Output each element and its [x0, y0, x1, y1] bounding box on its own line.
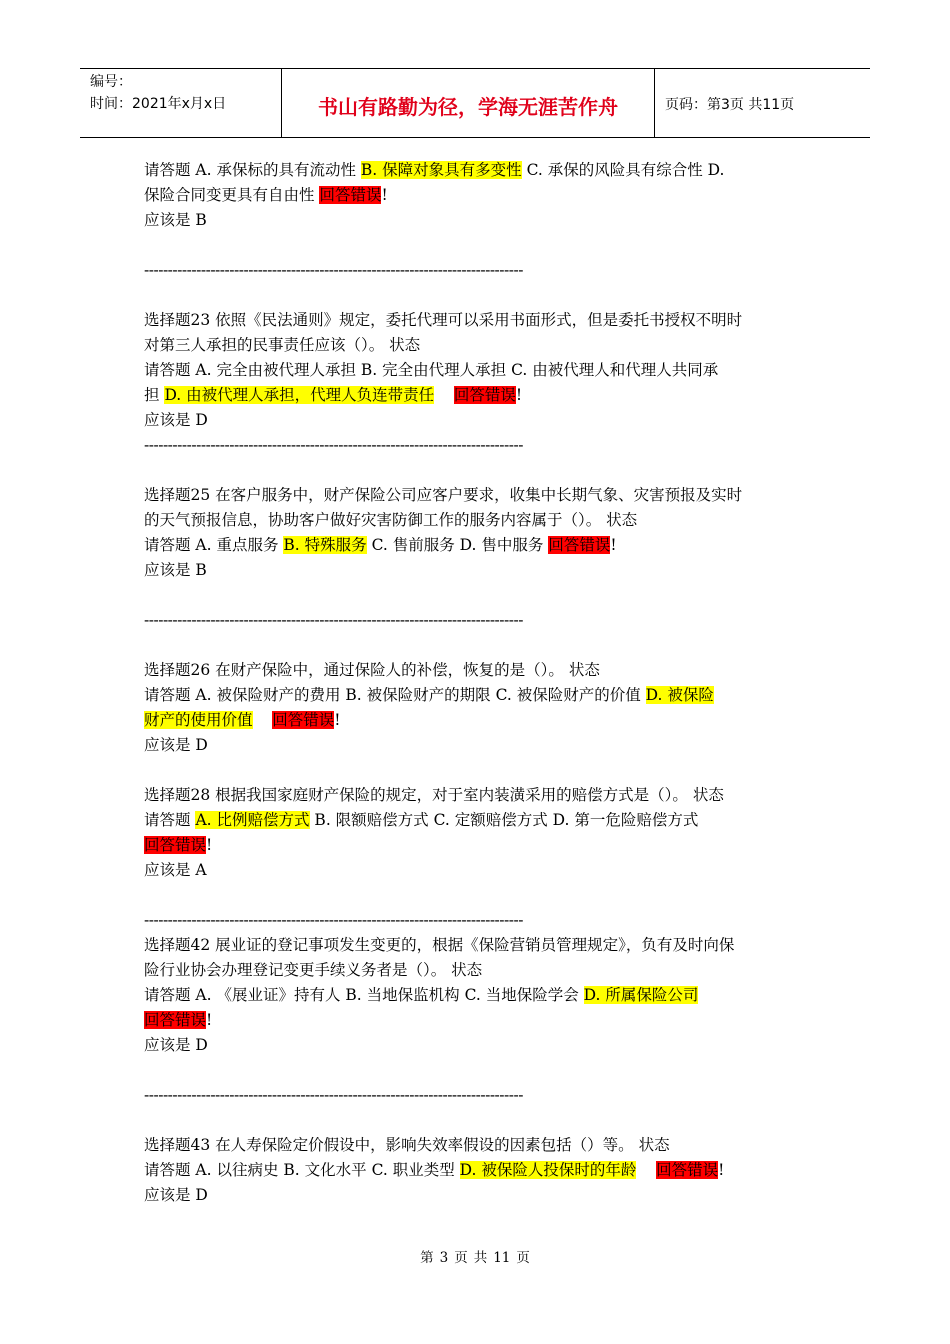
correct-answer: 应该是 A	[144, 861, 207, 879]
answer-options-line: 回答错误!	[144, 836, 213, 854]
document-body	[144, 158, 808, 1208]
selected-option: D. 所属保险公司	[583, 986, 699, 1004]
answer-options-line: 请答题 A. 比例赔偿方式 B. 限额赔偿方式 C. 定额赔偿方式 D. 第一危险赔偿方式	[144, 811, 699, 829]
selected-option: D. 被保险	[645, 686, 714, 704]
question-block	[144, 933, 808, 1058]
wrong-answer-badge: 回答错误	[453, 386, 516, 404]
question-block	[144, 1133, 808, 1208]
question-block	[144, 783, 808, 883]
wrong-answer-badge: 回答错误	[548, 536, 611, 554]
correct-answer: 应该是 D	[144, 1036, 208, 1054]
separator-line: --------------------------------------------------------------------------------	[144, 261, 523, 279]
selected-option: D. 由被代理人承担，代理人负连带责任	[164, 386, 435, 404]
current-page-number: 3	[439, 1250, 449, 1266]
separator-line: --------------------------------------------------------------------------------	[144, 611, 523, 629]
question-title: 险行业协会办理登记变更手续义务者是（）。 状态	[144, 961, 483, 979]
separator-line: --------------------------------------------------------------------------------	[144, 911, 523, 929]
correct-answer: 应该是 D	[144, 411, 208, 429]
date-label: 时间：2021年x月x日	[90, 96, 227, 112]
answer-options-line: 保险合同变更具有自由性 回答错误!	[144, 186, 388, 204]
wrong-answer-badge: 回答错误	[319, 186, 382, 204]
answer-options-line: 担 D. 由被代理人承担，代理人负连带责任 回答错误!	[144, 386, 523, 404]
answer-options-line: 请答题 A. 承保标的具有流动性 B. 保障对象具有多变性 C. 承保的风险具有综合性 D.	[144, 161, 725, 179]
answer-options-line: 请答题 A. 被保险财产的费用 B. 被保险财产的期限 C. 被保险财产的价值 D. 被保险	[144, 686, 714, 704]
separator-line: --------------------------------------------------------------------------------	[144, 436, 523, 454]
correct-answer: 应该是 B	[144, 211, 207, 229]
answer-options-line: 请答题 A. 完全由被代理人承担 B. 完全由代理人承担 C. 由被代理人和代理人共同承	[144, 361, 719, 379]
question-title: 选择题42 展业证的登记事项发生变更的，根据《保险营销员管理规定》，负有及时向保	[144, 936, 735, 954]
number-label: 编号：	[90, 74, 132, 90]
selected-option: A. 比例赔偿方式	[195, 811, 310, 829]
question-block	[144, 158, 808, 233]
separator-line: --------------------------------------------------------------------------------	[144, 1086, 523, 1104]
answer-options-line: 请答题 A. 以往病史 B. 文化水平 C. 职业类型 D. 被保险人投保时的年龄 回答错误!	[144, 1161, 725, 1179]
question-block	[144, 658, 808, 758]
total-pages: 11	[493, 1250, 511, 1266]
question-title: 对第三人承担的民事责任应该（）。 状态	[144, 336, 421, 354]
correct-answer: 应该是 D	[144, 1186, 208, 1204]
page-header	[80, 68, 870, 138]
wrong-answer-badge: 回答错误	[144, 836, 207, 854]
header-motto: 书山有路勤为径，学海无涯苦作舟	[282, 69, 655, 137]
wrong-answer-badge: 回答错误	[656, 1161, 719, 1179]
page-footer: 第 3 页 共 11 页	[420, 1250, 530, 1266]
question-title: 选择题28 根据我国家庭财产保险的规定，对于室内装潢采用的赔偿方式是（）。 状态	[144, 786, 724, 804]
question-block	[144, 308, 808, 433]
correct-answer: 应该是 B	[144, 561, 207, 579]
question-title: 的天气预报信息，协助客户做好灾害防御工作的服务内容属于（）。 状态	[144, 511, 638, 529]
selected-option: B. 保障对象具有多变性	[360, 161, 522, 179]
selected-option: 财产的使用价值	[144, 711, 253, 729]
correct-answer: 应该是 D	[144, 736, 208, 754]
question-block	[144, 483, 808, 583]
answer-options-line: 请答题 A. 《展业证》持有人 B. 当地保监机构 C. 当地保险学会 D. 所属保险公司	[144, 986, 699, 1004]
selected-option: B. 特殊服务	[283, 536, 367, 554]
wrong-answer-badge: 回答错误	[144, 1011, 207, 1029]
header-info	[80, 69, 282, 137]
question-title: 选择题25 在客户服务中，财产保险公司应客户要求，收集中长期气象、灾害预报及实时	[144, 486, 743, 504]
selected-option: D. 被保险人投保时的年龄	[459, 1161, 637, 1179]
question-title: 选择题23 依照《民法通则》规定，委托代理可以采用书面形式，但是委托书授权不明时	[144, 311, 743, 329]
answer-options-line: 请答题 A. 重点服务 B. 特殊服务 C. 售前服务 D. 售中服务 回答错误!	[144, 536, 617, 554]
wrong-answer-badge: 回答错误	[272, 711, 335, 729]
answer-options-line: 回答错误!	[144, 1011, 213, 1029]
question-title: 选择题43 在人寿保险定价假设中，影响失效率假设的因素包括（）等。 状态	[144, 1136, 670, 1154]
question-title: 选择题26 在财产保险中，通过保险人的补偿，恢复的是（）。 状态	[144, 661, 600, 679]
answer-options-line: 财产的使用价值 回答错误!	[144, 711, 341, 729]
header-page-label: 页码：第3页 共11页	[665, 97, 795, 113]
